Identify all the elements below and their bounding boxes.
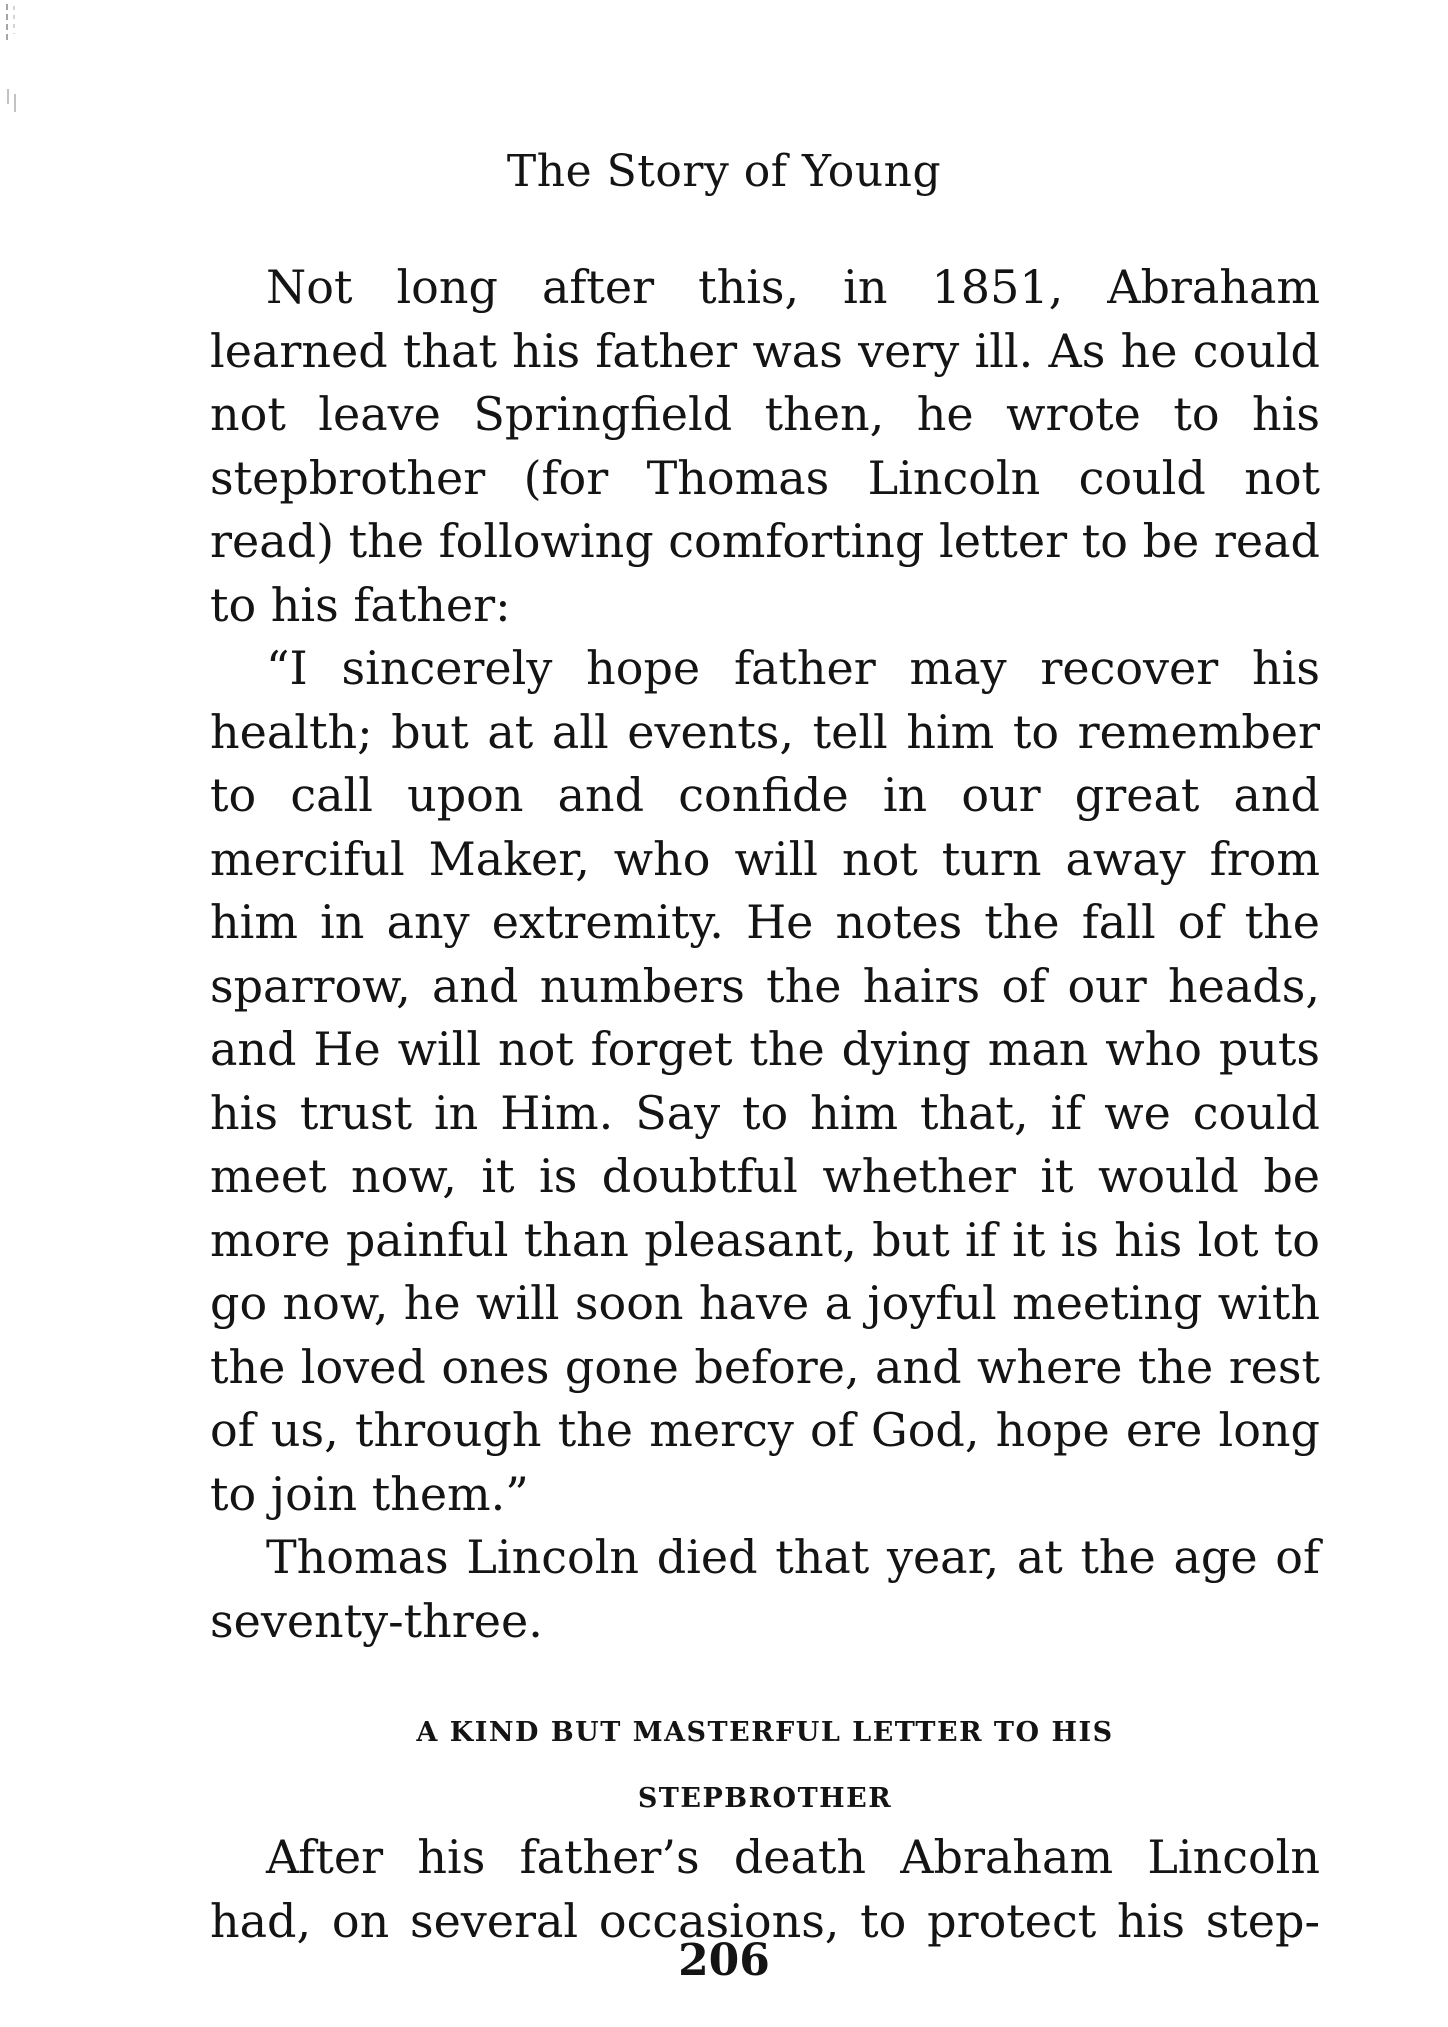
final-line-2: had, on several occasions, to protect his step-: [210, 1893, 1320, 1948]
page-number: 206: [678, 1935, 770, 1986]
section-heading-line-2: STEPBROTHER: [637, 1783, 893, 1814]
paragraph-thomas-death: Thomas Lincoln died that year, at the age of seventy-three.: [210, 1530, 1320, 1648]
paragraph-father-ill: Not long after this, in 1851, Abraham learned that his father was very ill. As he could not leave Springfield then, he wrote to his stepbrother (for Thomas Lincoln could not read) the following comforting letter to be read to his father:: [210, 260, 1320, 632]
paragraph-letter-quote: “I sincerely hope father may recover his health; but at all events, tell him to remember to call upon and confide in our great and merciful Maker, who will not turn away from him in any extremity. He notes the fall of the sparrow, and numbers the hairs of our heads, and He will not forget the dying man who puts his trust in Him. Say to him that, if we could meet now, it is doubtful whether it would be more painful than pleasant, but if it is his lot to go now, he will soon have a joyful meeting with the loved ones gone before, and where the rest of us, through the mercy of God, hope ere long to join them.”: [210, 641, 1320, 1521]
main-text-block: [210, 256, 1320, 1653]
final-paragraph-visible: [210, 1826, 1320, 1953]
running-head: The Story of Young: [506, 146, 942, 197]
final-line-1: After his father’s death Abraham Lincoln: [266, 1830, 1320, 1884]
section-heading: [210, 1700, 1320, 1832]
scan-edge-mark: [4, 4, 18, 114]
section-heading-line-1: A KIND BUT MASTERFUL LETTER TO HIS: [416, 1717, 1114, 1748]
